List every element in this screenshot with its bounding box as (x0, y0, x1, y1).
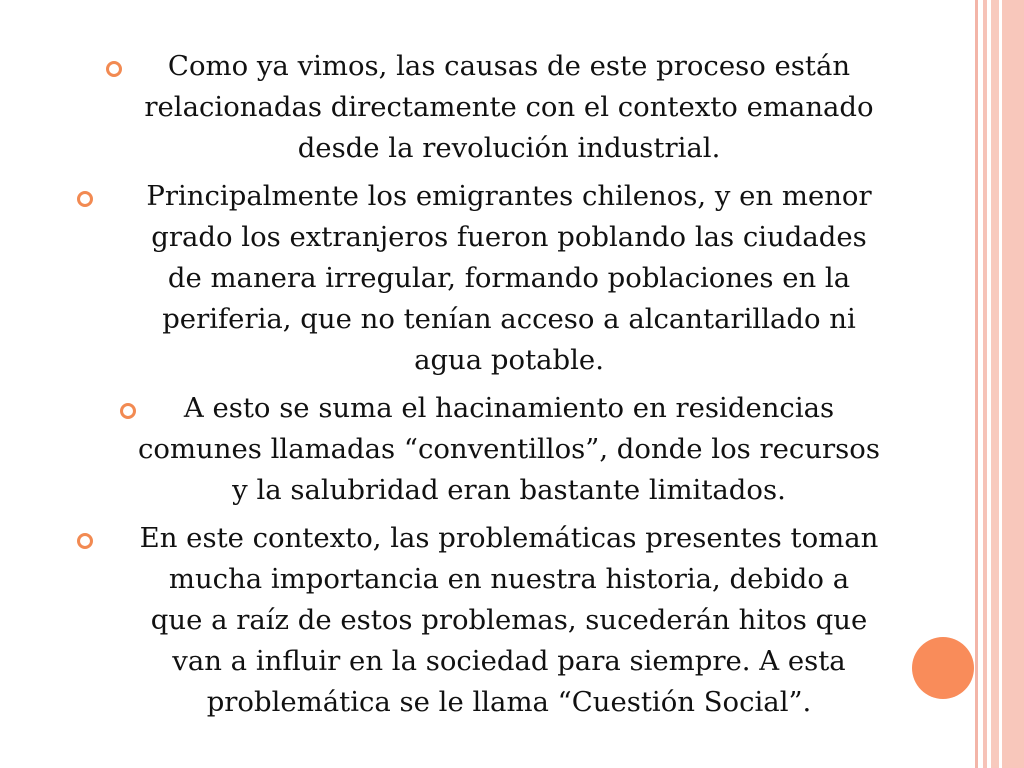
bullet-line: de manera irregular, formando poblaciones en la (167, 262, 851, 294)
bullet-line: Principalmente los emigrantes chilenos, y en menor (146, 180, 872, 212)
bullet-item (74, 176, 944, 381)
bullet-line: van a influir en la sociedad para siempre. A esta (172, 645, 846, 677)
bullet-ring-icon (77, 533, 93, 549)
decorative-stripe (991, 0, 999, 768)
bullet-line: En este contexto, las problemáticas presentes toman (139, 522, 879, 554)
bullet-item (74, 518, 944, 723)
bullet-item (74, 46, 944, 169)
bullet-line: y la salubridad eran bastante limitados. (232, 474, 786, 506)
bullet-ring-icon (120, 403, 136, 419)
bullet-line: comunes llamadas “conventillos”, donde los recursos (138, 433, 880, 465)
bullet-line: A esto se suma el hacinamiento en residencias (183, 392, 835, 424)
bullet-line: grado los extranjeros fueron poblando las ciudades (151, 221, 867, 253)
bullet-item (74, 388, 944, 511)
bullet-ring-icon (106, 61, 122, 77)
bullet-line: agua potable. (414, 344, 604, 376)
bullet-line: relacionadas directamente con el contexto emanado (144, 91, 874, 123)
bullet-line: Como ya vimos, las causas de este proceso están (167, 50, 851, 82)
decorative-stripe (1002, 0, 1024, 768)
slide-content (74, 46, 944, 730)
bullet-line: problemática se le llama “Cuestión Social”. (206, 686, 812, 718)
bullet-ring-icon (77, 191, 93, 207)
bullet-line: que a raíz de estos problemas, sucederán hitos que (150, 604, 868, 636)
bullet-line: desde la revolución industrial. (297, 132, 721, 164)
bullet-line: mucha importancia en nuestra historia, debido a (168, 563, 850, 595)
bullet-line: periferia, que no tenían acceso a alcantarillado ni (162, 303, 856, 335)
